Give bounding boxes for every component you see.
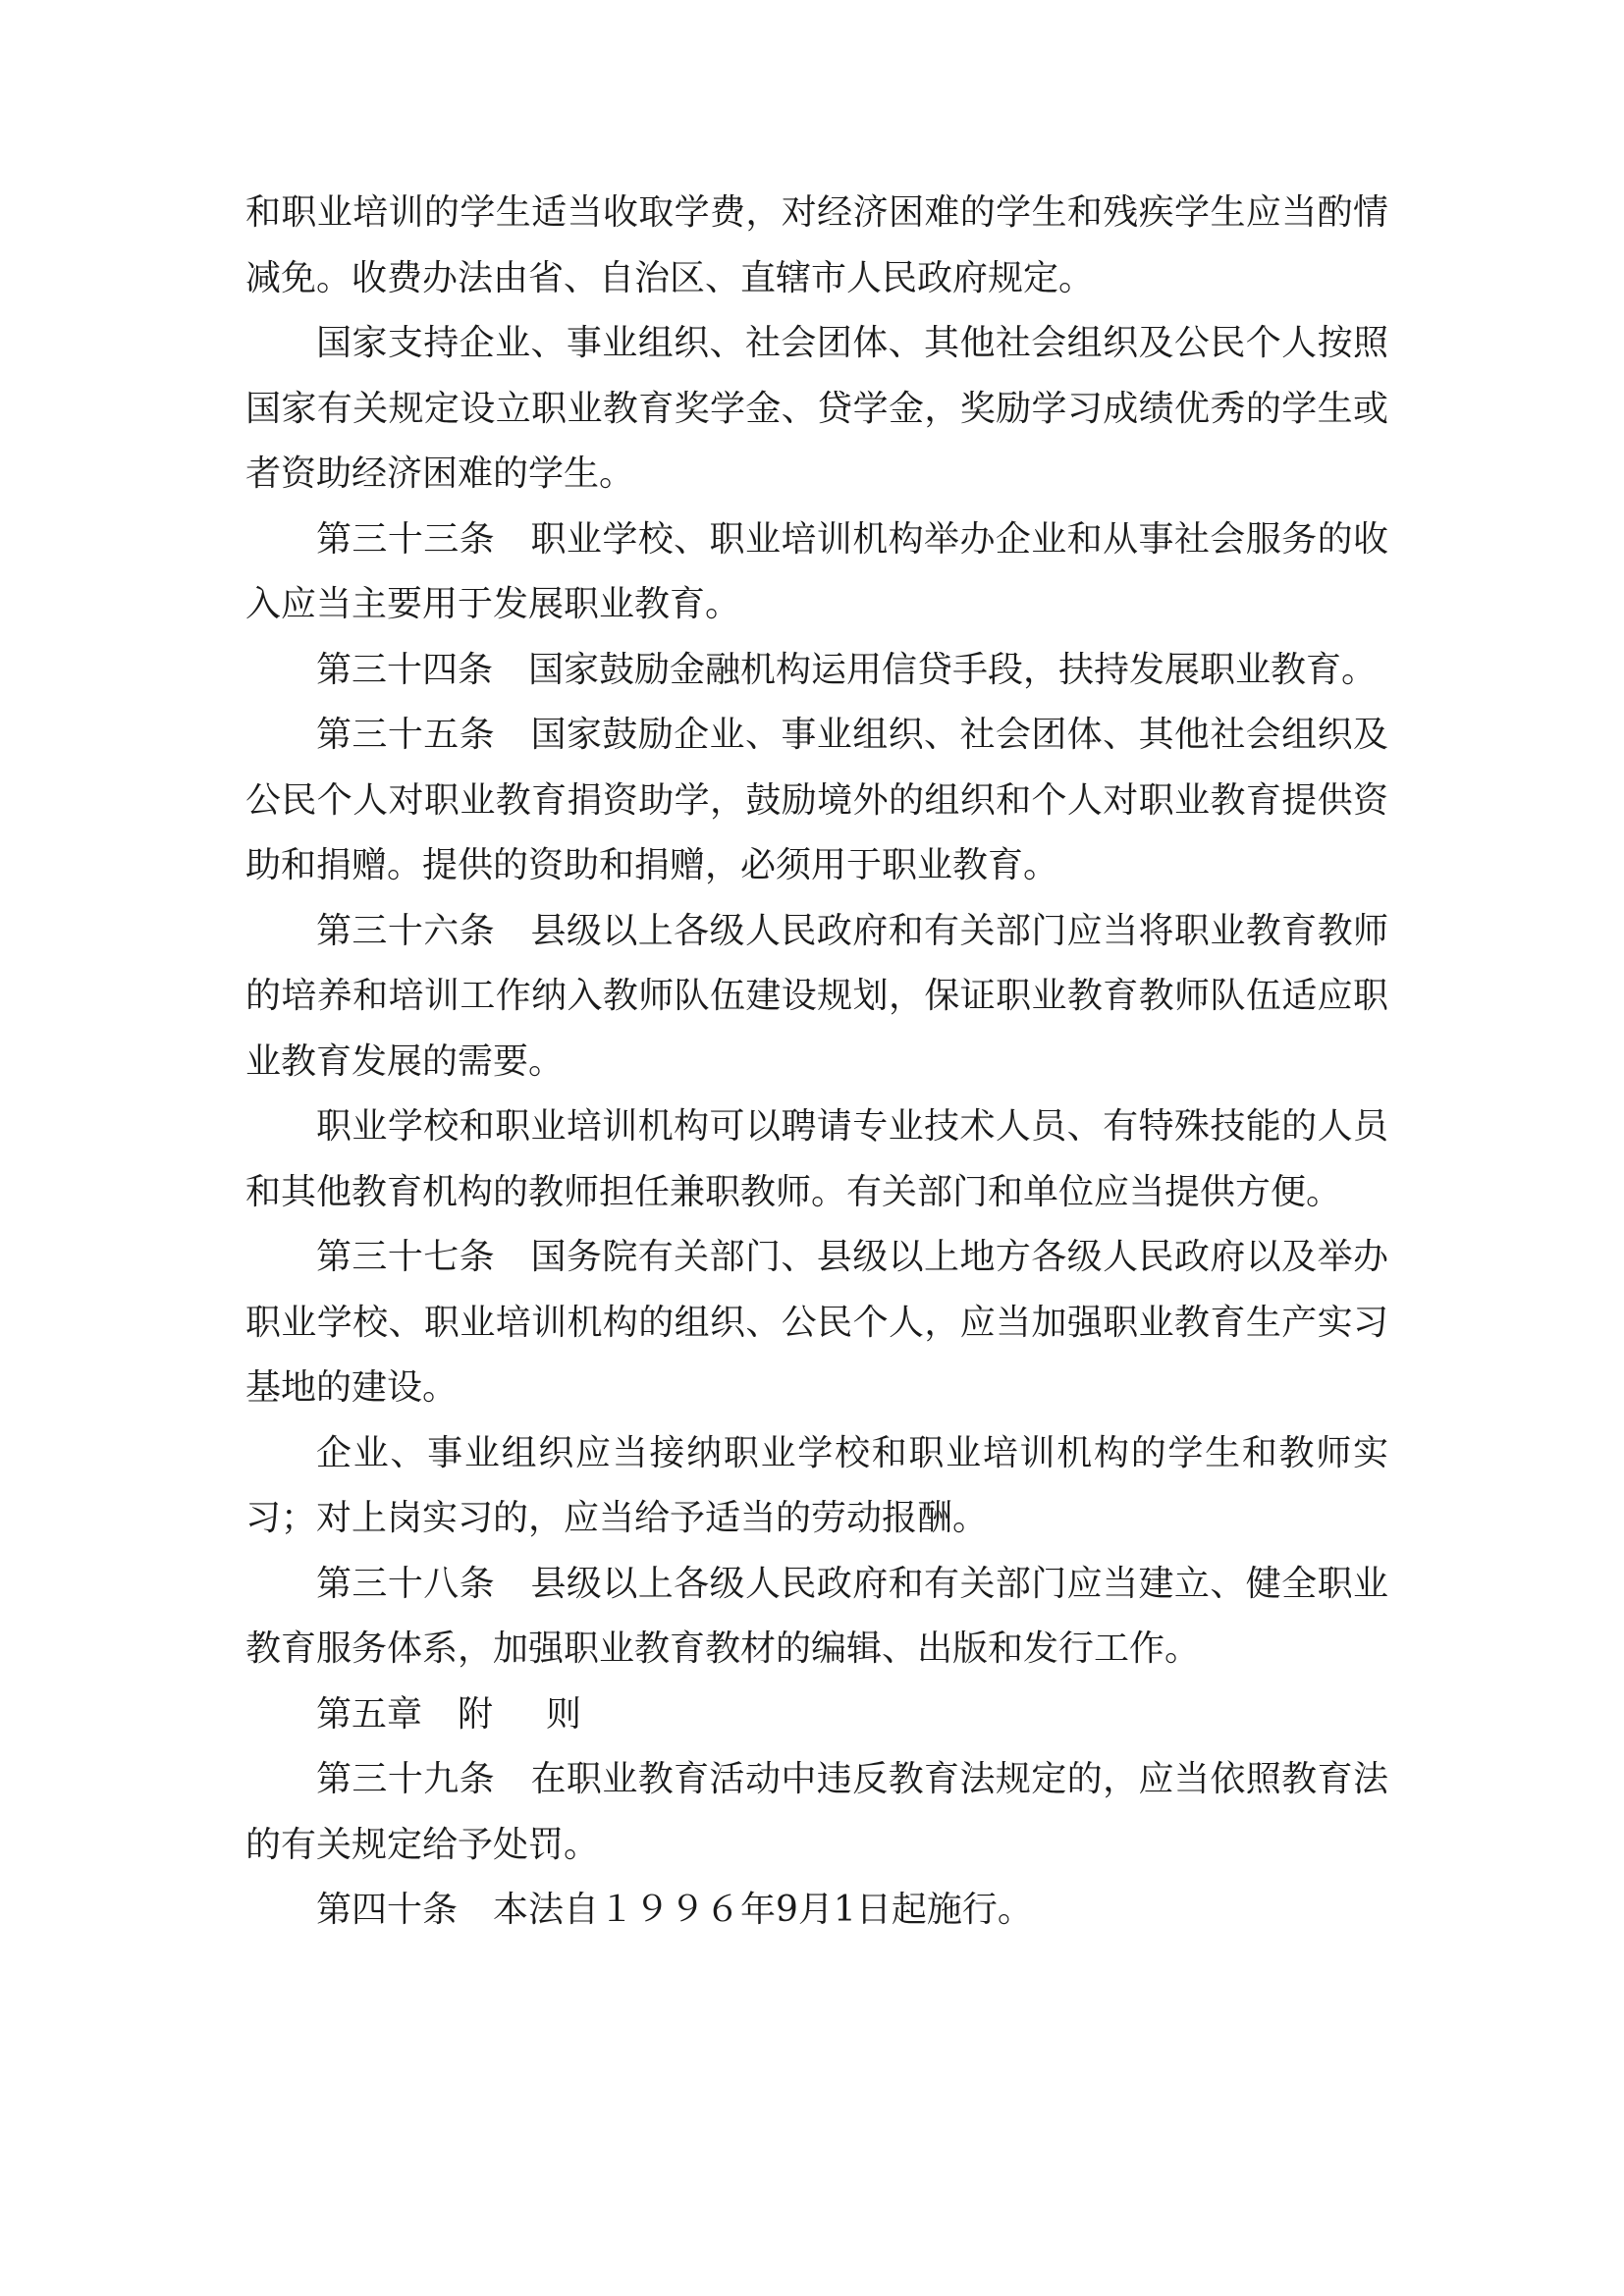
article-number: 第三十七条 [316,1237,496,1277]
paragraph-tuition [245,181,1388,311]
chapter-heading [245,1682,1388,1748]
paragraph-internship [245,1421,1388,1552]
article-35 [245,703,1388,899]
article-34 [245,638,1388,704]
article-40 [245,1878,1388,1944]
article-text: 国务院有关部门、县级以上地方各级人民政府以及举办职业学校、职业培训机构的组织、公民个人，应当加强职业教育生产实习基地的建设。 [245,1237,1388,1408]
article-number: 第三十三条 [316,518,496,560]
article-text: 国家鼓励企业、事业组织、社会团体、其他社会组织及公民个人对职业教育捐资助学，鼓励境外的组织和个人对职业教育提供资助和捐赠。提供的资助和捐赠，必须用于职业教育。 [245,715,1388,885]
paragraph-text: 企业、事业组织应当接纳职业学校和职业培训机构的学生和教师实习；对上岗实习的，应当给予适当的劳动报酬。 [245,1432,1388,1538]
document-body [245,181,1388,1944]
article-number: 第三十六条 [316,910,496,951]
paragraph-text: 国家支持企业、事业组织、社会团体、其他社会组织及公民个人按照国家有关规定设立职业教育奖学金、贷学金，奖励学习成绩优秀的学生或者资助经济困难的学生。 [245,323,1388,494]
article-text: 在职业教育活动中违反教育法规定的，应当依照教育法的有关规定给予处罚。 [245,1759,1388,1865]
chapter-title-word-1: 附 [458,1693,494,1735]
article-number: 第三十八条 [316,1563,496,1604]
article-37 [245,1225,1388,1421]
article-number: 第三十四条 [316,649,494,690]
article-text: 县级以上各级人民政府和有关部门应当将职业教育教师的培养和培训工作纳入教师队伍建设规划，保证职业教育教师队伍适应职业教育发展的需要。 [245,910,1388,1082]
article-number: 第三十五条 [316,715,496,755]
article-33 [245,507,1388,638]
article-text: 职业学校、职业培训机构举办企业和从事社会服务的收入应当主要用于发展职业教育。 [245,518,1388,624]
article-39 [245,1747,1388,1878]
article-text: 本法自１９９６年9月1日起施行。 [493,1890,1033,1930]
paragraph-part-time-teachers [245,1095,1388,1225]
article-36 [245,899,1388,1095]
article-text: 国家鼓励金融机构运用信贷手段，扶持发展职业教育。 [528,649,1378,690]
article-number: 第三十九条 [316,1759,496,1799]
article-number: 第四十条 [316,1890,459,1930]
chapter-title-word-2: 则 [546,1693,582,1735]
paragraph-text: 和职业培训的学生适当收取学费，对经济困难的学生和残疾学生应当酌情减免。收费办法由省、自治区、直辖市人民政府规定。 [245,192,1388,298]
paragraph-text: 职业学校和职业培训机构可以聘请专业技术人员、有特殊技能的人员和其他教育机构的教师担任兼职教师。有关部门和单位应当提供方便。 [245,1106,1388,1212]
article-38 [245,1552,1388,1682]
chapter-number: 第五章 [316,1693,423,1735]
paragraph-scholarship [245,311,1388,507]
article-text: 县级以上各级人民政府和有关部门应当建立、健全职业教育服务体系，加强职业教育教材的编辑、出版和发行工作。 [245,1563,1388,1669]
